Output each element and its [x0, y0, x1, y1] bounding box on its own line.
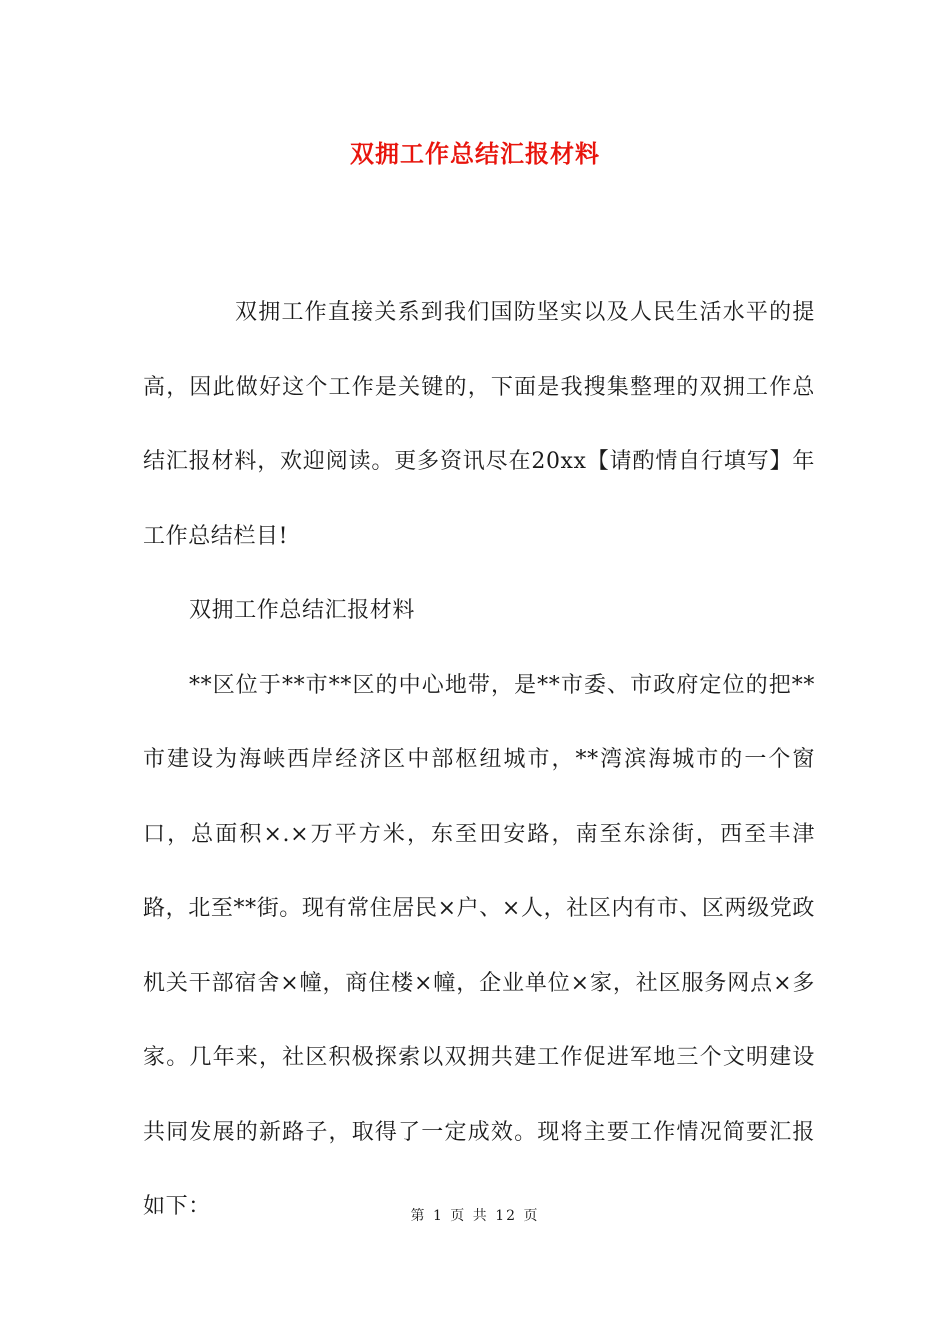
page-number-footer: 第 1 页 共 12 页: [410, 1208, 540, 1224]
document-title: 双拥工作总结汇报材料: [350, 139, 600, 168]
section-subheading: 双拥工作总结汇报材料: [189, 598, 416, 623]
document-body: [143, 276, 815, 1245]
body-paragraph: **区位于**市**区的中心地带，是**市委、市政府定位的把**市建设为海峡西岸经济区中部枢纽城市，**湾滨海城市的一个窗口，总面积×.×万平方米，东至田安路，南至东涂街，西至丰津路，北至**街。现有常住居民×户、×人，社区内有市、区两级党政机关干部宿舍×幢，商住楼×幢，企业单位×家，社区服务网点×多家。几年来，社区积极探索以双拥共建工作促进军地三个文明建设共同发展的新路子，取得了一定成效。现将主要工作情况简要汇报如下：: [143, 672, 815, 1219]
intro-paragraph: 双拥工作直接关系到我们国防坚实以及人民生活水平的提高，因此做好这个工作是关键的，下面是我搜集整理的双拥工作总结汇报材料，欢迎阅读。更多资讯尽在20xx【请酌情自行填写】年工作总结栏目!: [143, 300, 815, 549]
